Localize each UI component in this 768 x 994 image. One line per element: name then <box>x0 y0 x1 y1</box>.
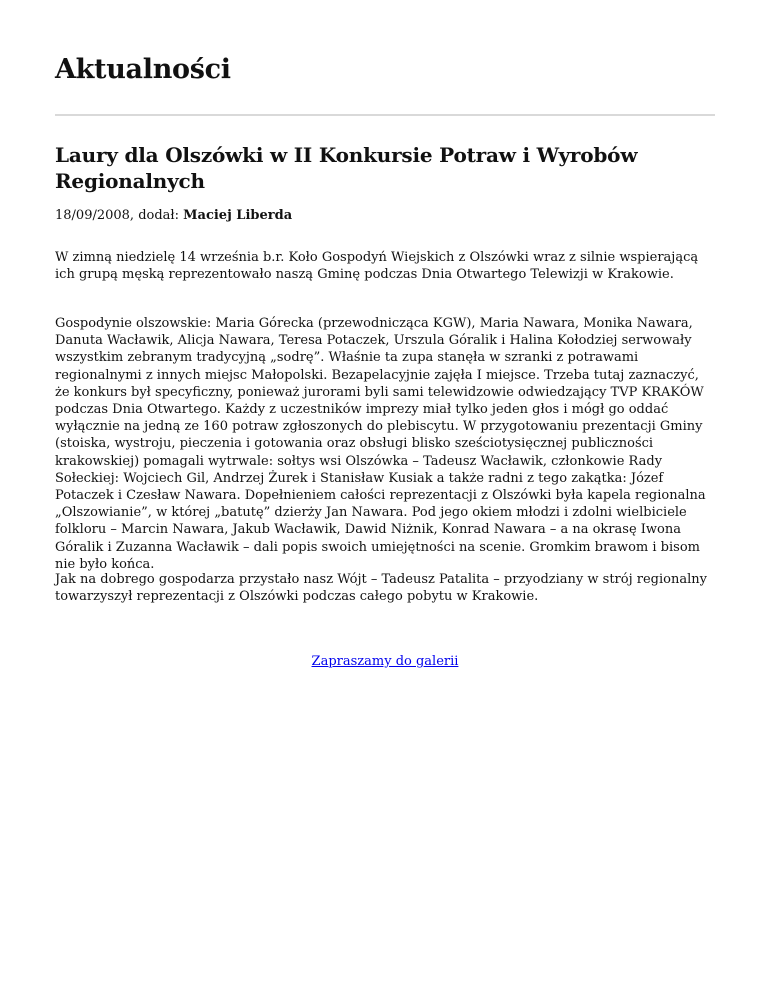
article-paragraph-body: Gospodynie olszowskie: Maria Górecka (przewodnicząca KGW), Maria Nawara, Monika Nawara, Danuta Wacławik, Alicja Nawara, Teresa Potaczek, Urszula Góralik i Halina Kołodziej serwowały wszystkim zebranym tradycyjną „sodrę”. Właśnie ta zupa stanęła w szranki z potrawami regionalnymi z innych miejsc Małopolski. Bezapelacyjnie zajęła I miejsce. Trzeba tutaj zaznaczyć, że konkurs był specyficzny, ponieważ jurorami byli sami telewidzowie odwiedzający TVP KRAKÓW podczas Dnia Otwartego. Każdy z uczestników imprezy miał tylko jeden głos i mógł go oddać wyłącznie na jedną ze 160 potraw zgłoszonych do plebiscytu. W przygotowaniu prezentacji Gminy (stoiska, wystroju, pieczenia i gotowania oraz obsługi blisko sześciotysięcznej publiczności krakowskiej) pomagali wytrwale: sołtys wsi Olszówka – Tadeusz Wacławik, członkowie Rady Sołeckiej: Wojciech Gil, Andrzej Żurek i Stanisław Kusiak a także radni z tego zakątka: Józef Potaczek i Czesław Nawara. Dopełnieniem całości reprezentacji z Olszówki była kapela regionalna „Olszowianie”, w której „batutę” dzierży Jan Nawara. Pod jego okiem młodzi i zdolni wielbiciele folkloru – Marcin Nawara, Jakub Wacławik, Dawid Niżnik, Konrad Nawara – a na okrasę Iwona Góralik i Zuzanna Wacławik – dali popis swoich umiejętności na scenie. Gromkim brawom i bisom nie było końca. <box>55 316 706 572</box>
page-title: Aktualności <box>55 54 231 85</box>
article-author: Maciej Liberda <box>183 208 293 223</box>
article-title: Laury dla Olszówki w II Konkursie Potraw i Wyrobów Regionalnych <box>55 143 638 193</box>
gallery-link-container <box>55 653 715 670</box>
title-divider <box>55 114 715 116</box>
article-paragraph-closing: Jak na dobrego gospodarza przystało nasz Wójt – Tadeusz Patalita – przyodziany w strój regionalny towarzyszył reprezentacji z Olszówki podczas całego pobytu w Krakowie. <box>55 572 707 605</box>
article-date: 18/09/2008, dodał: <box>55 208 184 223</box>
article-paragraph-intro: W zimną niedzielę 14 września b.r. Koło Gospodyń Wiejskich z Olszówki wraz z silnie wspierającą ich grupą męską reprezentowało naszą Gminę podczas Dnia Otwartego Telewizji w Krakowie. <box>55 250 699 283</box>
article-meta <box>55 207 292 225</box>
gallery-link[interactable]: Zapraszamy do galerii <box>311 654 459 669</box>
